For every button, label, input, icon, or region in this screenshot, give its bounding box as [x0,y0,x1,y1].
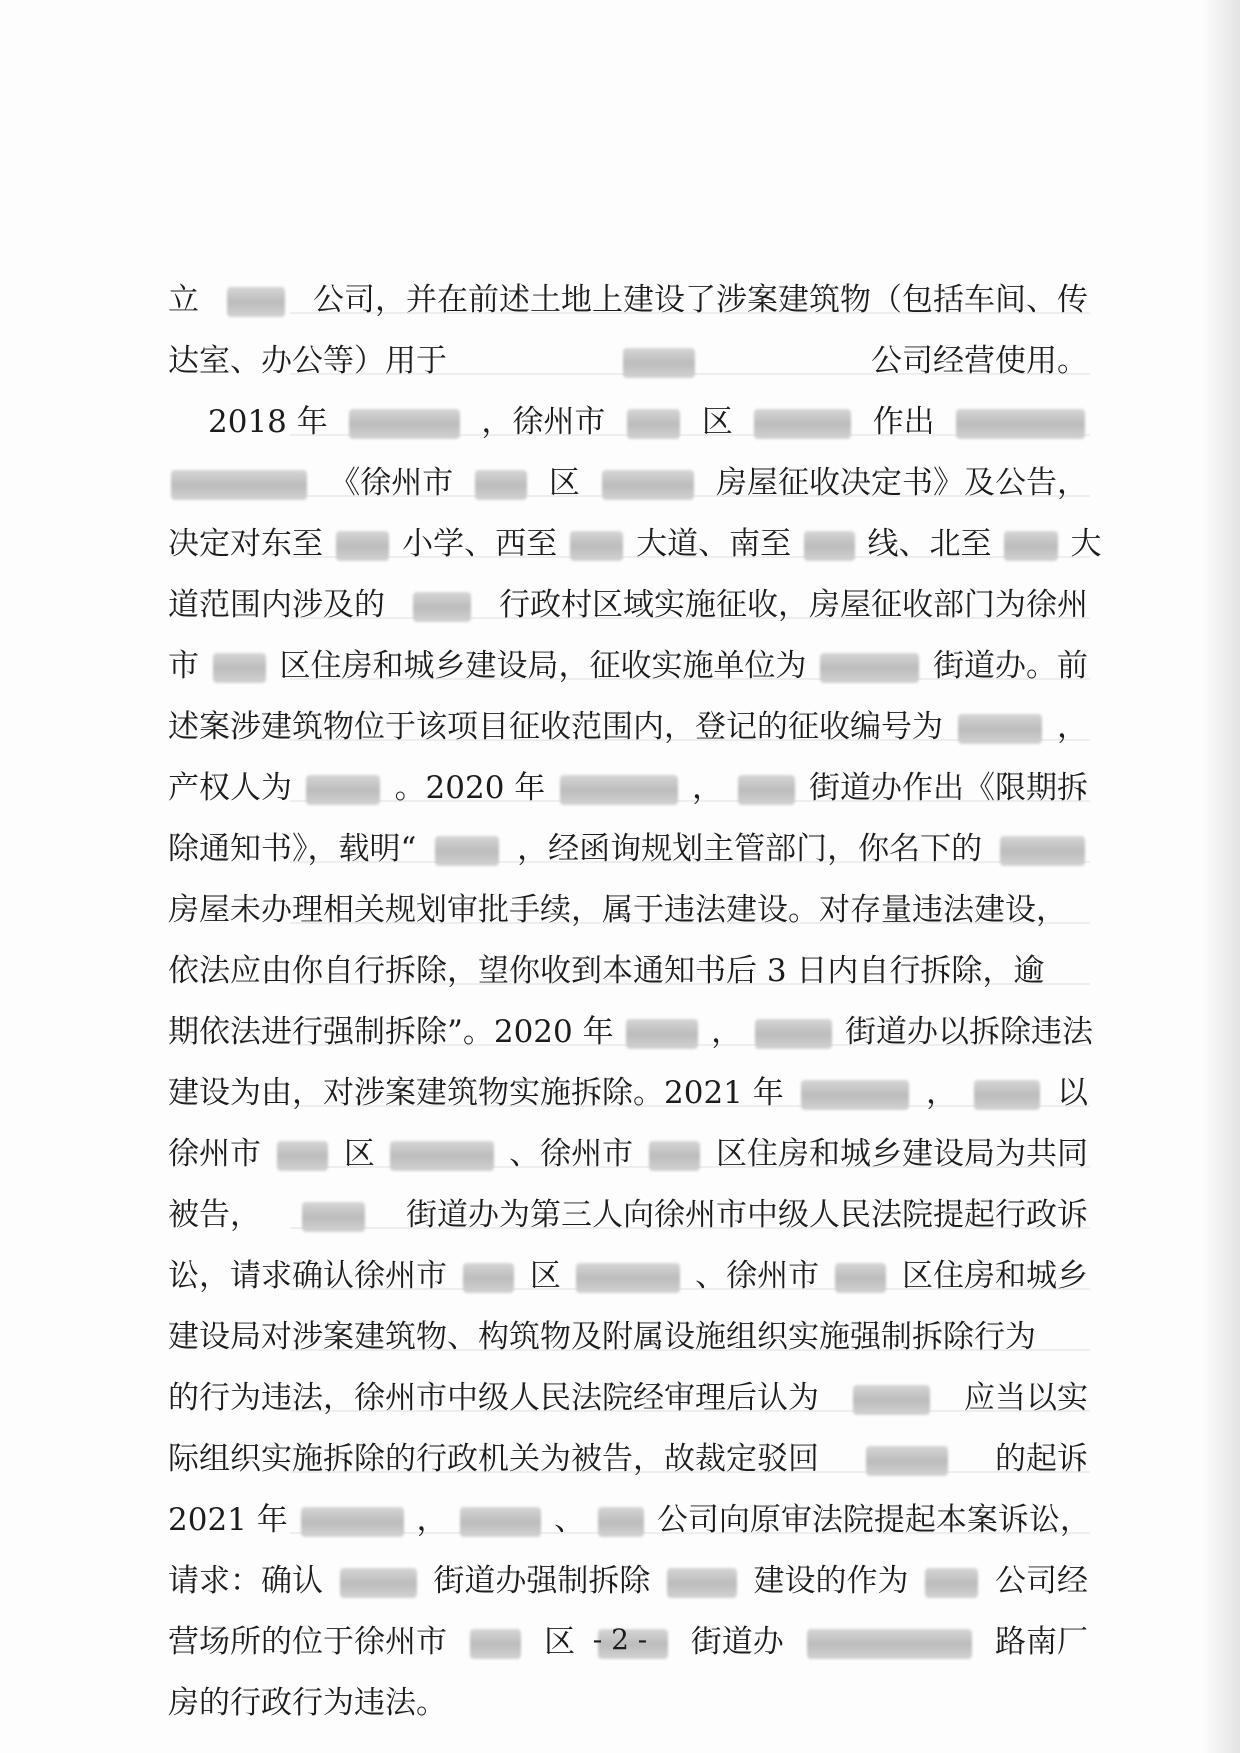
text-line [168,514,1102,575]
text-line [168,1673,1088,1734]
text-segment: 。2020 年 [394,770,546,806]
text-segment: ， [416,1502,448,1538]
text-segment: 区住房和城乡 [902,1258,1088,1294]
text-segment: 区住房和城乡建设局为共同 [716,1136,1088,1172]
redaction-block [213,653,266,683]
redaction-block [306,775,380,805]
text-segment: 达室、办公等）用于 [168,343,447,379]
text-segment: 除通知书》，载明“ [168,831,417,867]
text-segment: 《徐州市 [329,465,454,501]
redaction-block [958,714,1043,744]
redaction-block [602,470,694,500]
text-segment: 区 [529,1258,561,1294]
text-line [168,1124,1088,1185]
redaction-block [390,1141,493,1171]
text-line [168,1551,1088,1612]
text-line [168,575,1088,636]
text-segment: 街道办。前 [933,648,1089,684]
text-segment: 的起诉 [995,1441,1089,1477]
text-segment: 产权人为 [168,770,292,806]
text-line [168,941,1088,1002]
page-number: - 2 - [592,1623,648,1656]
text-segment: 街道办以拆除违法 [845,1014,1094,1050]
redaction-block [349,409,459,439]
text-segment: 以 [1057,1075,1089,1111]
text-line [168,1185,1088,1246]
text-segment: 请求：确认 [168,1563,323,1599]
text-segment: 际组织实施拆除的行政机关为被告，故裁定驳回 [168,1441,819,1477]
text-line [168,819,1088,880]
text-segment: ， [711,1014,743,1050]
redaction-block [336,531,389,561]
redaction-block [463,1263,515,1293]
text-line [168,1002,1094,1063]
text-line [168,1307,1088,1368]
redaction-block [1000,836,1085,866]
redaction-block [804,531,855,561]
redaction-block [755,1019,832,1049]
redaction-block [598,1507,644,1537]
text-segment: 建设的作为 [753,1563,909,1599]
text-segment: 市 [168,648,199,684]
text-segment: 道范围内涉及的 [168,587,385,623]
text-segment: 行政村区域实施征收，房屋征收部门为徐州 [499,587,1088,623]
text-line [168,758,1088,819]
text-line [168,636,1088,697]
text-segment: 街道办为第三人向徐州市中级人民法院提起行政诉 [406,1197,1089,1233]
redaction-block [974,1080,1040,1110]
redaction-block [171,470,307,500]
text-segment: 决定对东至 [168,526,323,562]
text-segment: 公司经 [995,1563,1088,1599]
text-segment: 、 [554,1502,586,1538]
redaction-block [227,287,284,317]
text-line [168,697,1088,758]
text-segment: 房的行政行为违法。 [168,1685,447,1721]
redaction-block [835,1263,887,1293]
scan-edge-shadow [1202,0,1240,1753]
text-segment: 区 [544,1624,576,1660]
text-line [168,331,1088,392]
redaction-block [576,1263,679,1293]
text-segment: ，经函询规划主管部门，你名下的 [517,831,983,867]
redaction-block [925,1568,978,1598]
text-segment: ， [692,770,724,806]
text-segment: 建设局对涉案建筑物、构筑物及附属设施组织实施强制拆除行为 [168,1319,1036,1355]
redaction-block [302,1202,365,1232]
text-segment: 路南厂 [994,1624,1088,1660]
text-segment: 区住房和城乡建设局，征收实施单位为 [279,648,807,684]
text-segment: 小学、西至 [402,526,558,562]
redaction-block [623,348,695,378]
text-segment: 作出 [872,404,935,440]
text-line [168,1063,1088,1124]
text-segment: 大 [1070,526,1102,562]
text-segment: 2018 年 [208,404,328,440]
text-segment: 期依法进行强制拆除”。2020 年 [168,1014,614,1050]
text-line [168,392,1088,453]
text-line [168,1246,1088,1307]
redaction-block [667,1568,737,1598]
text-segment: 述案涉建筑物位于该项目征收范围内，登记的征收编号为 [168,709,943,745]
redaction-block [340,1568,417,1598]
text-line [168,453,1088,514]
redaction-block [460,1507,541,1537]
text-segment: 房屋征收决定书》及公告， [715,465,1088,501]
text-segment: 立 [168,282,199,318]
redaction-block [649,1141,701,1171]
text-line [168,880,1088,941]
redaction-block [277,1141,329,1171]
text-segment: ， [926,1075,958,1111]
text-segment: 建设为由，对涉案建筑物实施拆除。2021 年 [168,1075,784,1111]
redaction-block [627,409,680,439]
redaction-block [301,1507,404,1537]
redaction-block [626,1019,698,1049]
text-segment: 的行为违法，徐州市中级人民法院经审理后认为 [168,1380,819,1416]
text-segment: 徐州市 [168,1136,261,1172]
text-line [168,270,1088,331]
text-segment: 房屋未办理相关规划审批手续，属于违法建设。对存量违法建设， [168,892,1067,928]
text-segment: 应当以实 [964,1380,1089,1416]
text-segment: 大道、南至 [636,526,792,562]
text-segment: 街道办作出《限期拆 [809,770,1089,806]
text-segment: 被告， [168,1197,261,1233]
redaction-block [475,470,527,500]
redaction-block [413,592,470,622]
redaction-block [801,1080,910,1110]
redaction-block [435,836,499,866]
text-segment: 2021 年 [168,1502,288,1538]
text-segment: 、徐州市 [695,1258,820,1294]
text-segment: 区 [701,404,733,440]
body-text [168,270,1102,1734]
redaction-block [853,1385,930,1415]
text-segment: 区 [548,465,580,501]
redaction-block [866,1446,949,1476]
redaction-block [820,653,919,683]
redaction-block [1004,531,1057,561]
text-segment: 区 [343,1136,375,1172]
text-segment: 公司向原审法院提起本案诉讼， [656,1502,1091,1538]
text-line [168,1429,1088,1490]
redaction-block [570,531,623,561]
text-segment: ， [1057,709,1088,745]
text-segment: 营场所的位于徐州市 [168,1624,447,1660]
redaction-block [754,409,851,439]
text-segment: 公司经营使用。 [871,343,1088,379]
text-line [168,1368,1088,1429]
text-segment: 街道办 [690,1624,784,1660]
redaction-block [738,775,795,805]
text-line [168,1490,1091,1551]
text-segment: 街道办强制拆除 [433,1563,651,1599]
text-segment: 公司，并在前述土地上建设了涉案建筑物（包括车间、传 [313,282,1088,318]
text-segment: 、徐州市 [509,1136,634,1172]
redaction-block [560,775,678,805]
text-segment: 讼，请求确认徐州市 [168,1258,447,1294]
text-segment: 依法应由你自行拆除，望你收到本通知书后 3 日内自行拆除，逾 [168,953,1045,989]
text-segment: 线、北至 [867,526,992,562]
redaction-block [956,409,1085,439]
text-segment: ，徐州市 [481,404,606,440]
